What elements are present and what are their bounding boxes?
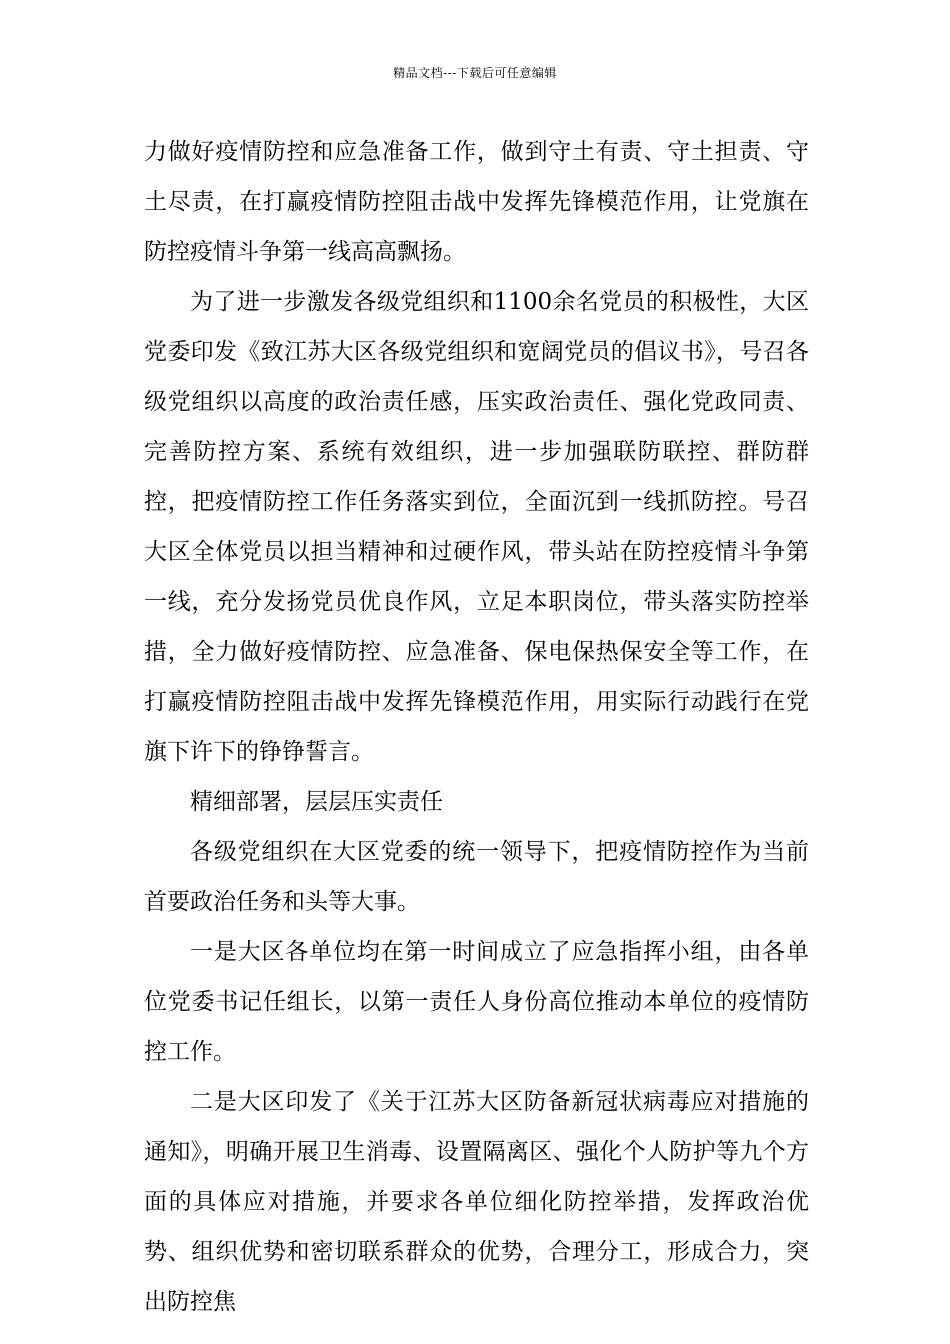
paragraph-point-one: 一是大区各单位均在第一时间成立了应急指挥小组，由各单位党委书记任组长，以第一责任人身份高位推动本单位的疫情防控工作。 bbox=[144, 939, 809, 1065]
document-body bbox=[144, 127, 809, 1327]
section-heading: 精细部署，层层压实责任 bbox=[190, 789, 443, 815]
paragraph-point-two: 二是大区印发了《关于江苏大区防备新冠状病毒应对措施的通知》，明确开展卫生消毒、设置隔离区、强化个人防护等九个方面的具体应对措施，并要求各单位细化防控举措，发挥政治优势、组织优势和密切联系群众的优势，合理分工，形成合力，突出防控焦 bbox=[144, 1089, 809, 1315]
page-header: 精品文档---下载后可任意编辑 bbox=[393, 66, 557, 80]
paragraph-leadership: 各级党组织在大区党委的统一领导下，把疫情防控作为当前首要政治任务和头等大事。 bbox=[144, 839, 809, 915]
paragraph-initiative: 为了进一步激发各级党组织和1100余名党员的积极性，大区党委印发《致江苏大区各级党组织和宽阔党员的倡议书》，号召各级党组织以高度的政治责任感，压实政治责任、强化党政同责、完善防控方案、系统有效组织，进一步加强联防联控、群防群控，把疫情防控工作任务落实到位，全面沉到一线抓防控。号召大区全体党员以担当精神和过硬作风，带头站在防控疫情斗争第一线，充分发扬党员优良作风，立足本职岗位，带头落实防控举措，全力做好疫情防控、应急准备、保电保热保安全等工作，在打赢疫情防控阻击战中发挥先锋模范作用，用实际行动践行在党旗下许下的铮铮誓言。 bbox=[144, 289, 809, 765]
paragraph-continued: 力做好疫情防控和应急准备工作，做到守土有责、守土担责、守土尽责，在打赢疫情防控阻击战中发挥先锋模范作用，让党旗在防控疫情斗争第一线高高飘扬。 bbox=[144, 139, 809, 265]
